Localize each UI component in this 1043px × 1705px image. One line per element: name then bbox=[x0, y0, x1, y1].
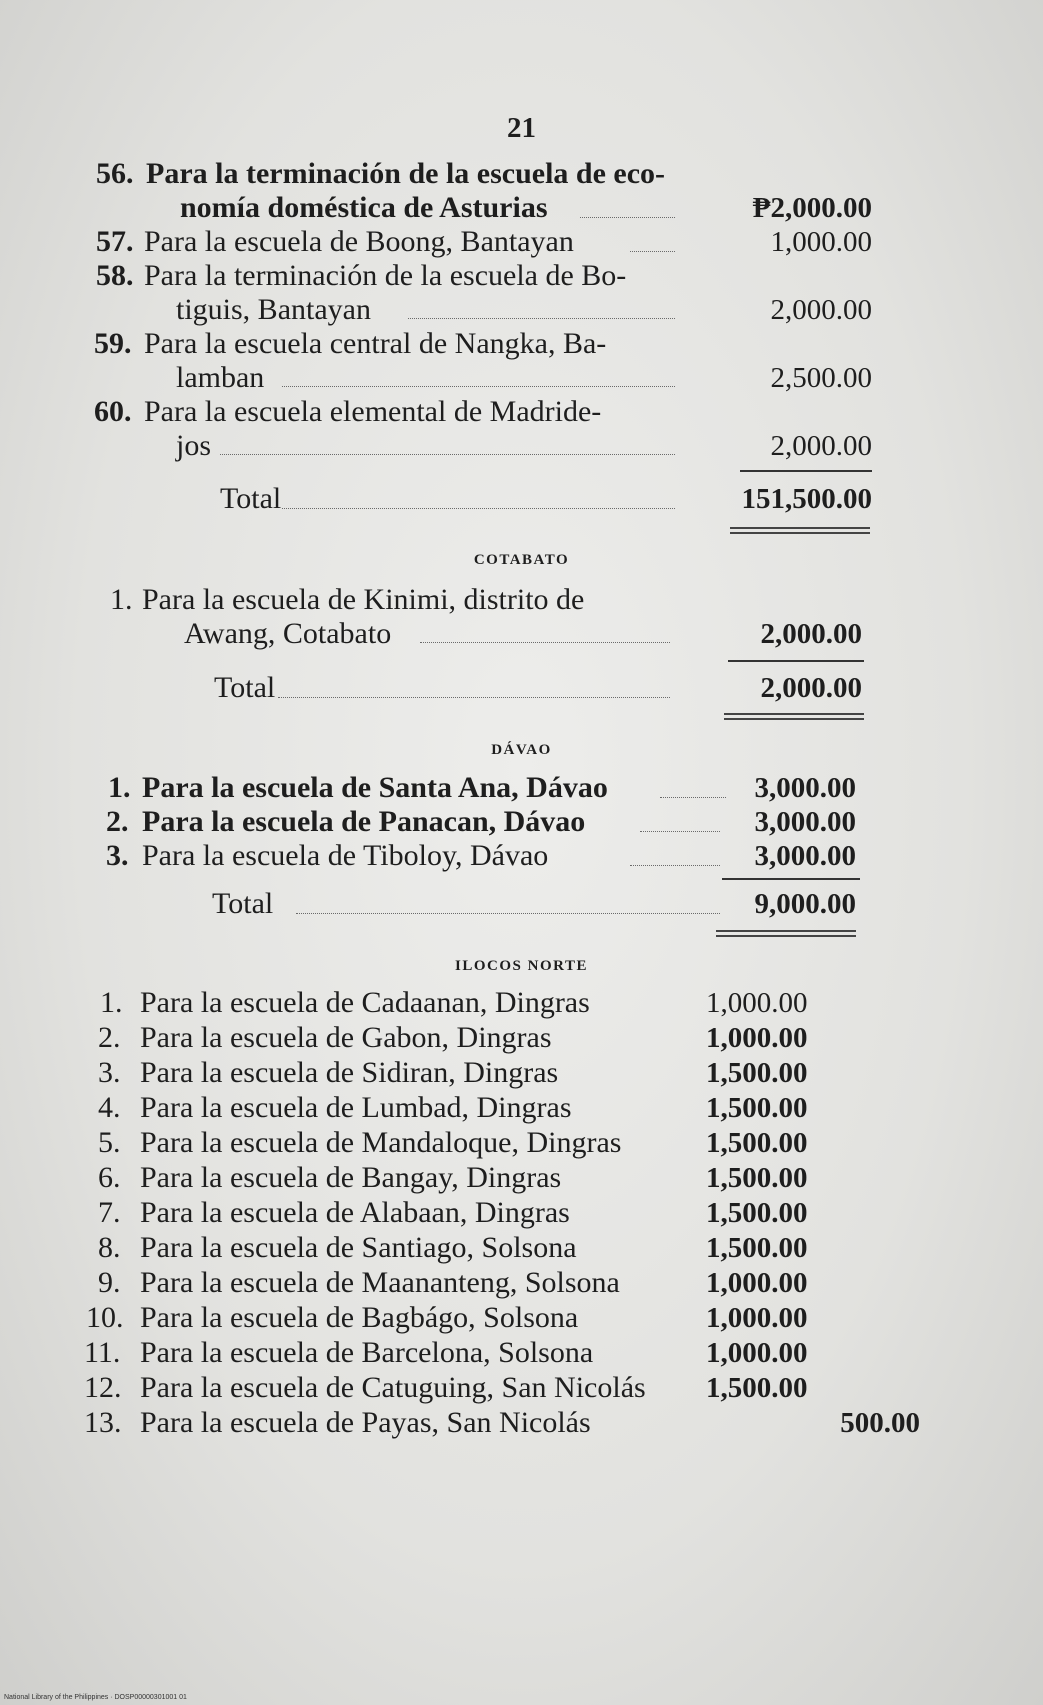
entry-amount: 2,500.00 bbox=[770, 362, 872, 394]
entry-amount: 1,500.00 bbox=[706, 1197, 808, 1229]
entry-number: 3. bbox=[106, 839, 129, 872]
dot-leader bbox=[420, 642, 670, 643]
entry-number: 4. bbox=[98, 1091, 121, 1124]
dot-leader bbox=[278, 697, 670, 698]
entry-amount: 1,500.00 bbox=[706, 1162, 808, 1194]
entry-text: tiguis, Bantayan bbox=[176, 293, 371, 326]
entry-number: 60. bbox=[94, 395, 132, 428]
entry-text: Para la escuela de Catuguing, San Nicolás bbox=[140, 1371, 646, 1404]
sum-rule bbox=[728, 660, 864, 662]
total-amount: 2,000.00 bbox=[760, 672, 862, 704]
entry-text: Para la escuela de Tiboloy, Dávao bbox=[142, 839, 549, 872]
entry-text: Awang, Cotabato bbox=[184, 617, 392, 650]
entry-amount: 3,000.00 bbox=[754, 806, 856, 838]
entry-text: Para la escuela de Mandaloque, Dingras bbox=[140, 1126, 622, 1159]
entry-number: 10. bbox=[86, 1301, 124, 1334]
entry-amount: 3,000.00 bbox=[754, 772, 856, 804]
entry-text: Para la escuela de Santiago, Solsona bbox=[140, 1231, 577, 1264]
entry-amount: 1,000.00 bbox=[706, 987, 808, 1019]
entry-number: 5. bbox=[98, 1126, 121, 1159]
entry-amount: 1,000.00 bbox=[706, 1302, 808, 1334]
section-heading: ILOCOS NORTE bbox=[455, 958, 588, 974]
entry-text: Para la escuela de Maananteng, Solsona bbox=[140, 1266, 620, 1299]
entry-text: jos bbox=[176, 429, 212, 462]
entry-text: Para la escuela de Kinimi, distrito de bbox=[142, 583, 585, 616]
entry-amount: 2,000.00 bbox=[770, 430, 872, 462]
entry-number: 1. bbox=[100, 986, 123, 1019]
entry-text: Para la escuela de Alabaan, Dingras bbox=[140, 1196, 570, 1229]
entry-number: 58. bbox=[96, 259, 134, 292]
entry-amount: 1,000.00 bbox=[706, 1337, 808, 1369]
dot-leader bbox=[282, 386, 675, 387]
entry-text: Para la escuela de Bangay, Dingras bbox=[140, 1161, 562, 1194]
entry-text: Para la escuela de Barcelona, Solsona bbox=[140, 1336, 594, 1369]
entry-text: Para la escuela de Panacan, Dávao bbox=[142, 805, 586, 838]
entry-text: Para la escuela de Bagbágo, Solsona bbox=[140, 1301, 579, 1334]
entry-number: 2. bbox=[106, 805, 129, 838]
sum-rule bbox=[722, 878, 860, 880]
entry-text: Para la escuela de Payas, San Nicolás bbox=[140, 1406, 591, 1439]
entry-amount: 3,000.00 bbox=[754, 840, 856, 872]
double-rule bbox=[730, 527, 870, 534]
entry-text: Para la terminación de la escuela de eco- bbox=[146, 157, 666, 190]
entry-text: Para la escuela de Cadaanan, Dingras bbox=[140, 986, 590, 1019]
entry-amount: 1,000.00 bbox=[706, 1022, 808, 1054]
dot-leader bbox=[282, 508, 675, 509]
entry-amount: 2,000.00 bbox=[760, 618, 862, 650]
total-label: Total bbox=[214, 671, 276, 704]
entry-number: 8. bbox=[98, 1231, 121, 1264]
entry-number: 11. bbox=[84, 1336, 121, 1369]
entry-number: 6. bbox=[98, 1161, 121, 1194]
entry-text: Para la escuela de Boong, Bantayan bbox=[144, 225, 574, 258]
entry-amount: 500.00 bbox=[840, 1407, 920, 1439]
entry-text: Para la escuela de Gabon, Dingras bbox=[140, 1021, 552, 1054]
entry-number: 59. bbox=[94, 327, 132, 360]
entry-number: 7. bbox=[98, 1196, 121, 1229]
entry-amount: 1,500.00 bbox=[706, 1127, 808, 1159]
entry-number: 2. bbox=[98, 1021, 121, 1054]
double-rule bbox=[716, 930, 856, 937]
total-label: Total bbox=[220, 482, 282, 515]
total-label: Total bbox=[212, 887, 274, 920]
entry-amount: 1,000.00 bbox=[706, 1267, 808, 1299]
entry-number: 12. bbox=[84, 1371, 122, 1404]
entry-amount: 2,000.00 bbox=[770, 294, 872, 326]
entry-amount: 1,500.00 bbox=[706, 1232, 808, 1264]
page-number: 21 bbox=[507, 112, 536, 144]
entry-text: Para la escuela de Lumbad, Dingras bbox=[140, 1091, 572, 1124]
entry-number: 1. bbox=[110, 583, 133, 616]
entry-amount: ₱2,000.00 bbox=[752, 192, 872, 224]
entry-number: 3. bbox=[98, 1056, 121, 1089]
entry-amount: 1,500.00 bbox=[706, 1057, 808, 1089]
entry-text: lamban bbox=[176, 361, 265, 394]
scan-footer: National Library of the Philippines · DOSP00000301001 01 bbox=[4, 1694, 187, 1701]
entry-number: 1. bbox=[108, 771, 131, 804]
entry-number: 57. bbox=[96, 225, 134, 258]
entry-number: 9. bbox=[98, 1266, 121, 1299]
entry-text: nomía doméstica de Asturias bbox=[180, 191, 548, 224]
entry-text: Para la escuela de Santa Ana, Dávao bbox=[142, 771, 608, 804]
dot-leader bbox=[220, 454, 675, 455]
entry-text: Para la escuela elemental de Madride- bbox=[144, 395, 602, 428]
dot-leader bbox=[408, 318, 675, 319]
entry-amount: 1,000.00 bbox=[770, 226, 872, 258]
sum-rule bbox=[740, 470, 872, 472]
entry-text: Para la escuela central de Nangka, Ba- bbox=[144, 327, 607, 360]
entry-number: 13. bbox=[84, 1406, 122, 1439]
entry-amount: 1,500.00 bbox=[706, 1092, 808, 1124]
entry-number: 56. bbox=[96, 157, 134, 190]
section-heading: COTABATO bbox=[473, 552, 570, 568]
total-amount: 151,500.00 bbox=[741, 483, 872, 515]
entry-amount: 1,500.00 bbox=[706, 1372, 808, 1404]
total-amount: 9,000.00 bbox=[754, 888, 856, 920]
section-heading: DÁVAO bbox=[491, 742, 552, 758]
double-rule bbox=[724, 713, 864, 720]
entry-text: Para la terminación de la escuela de Bo- bbox=[144, 259, 627, 292]
entry-text: Para la escuela de Sidiran, Dingras bbox=[140, 1056, 559, 1089]
